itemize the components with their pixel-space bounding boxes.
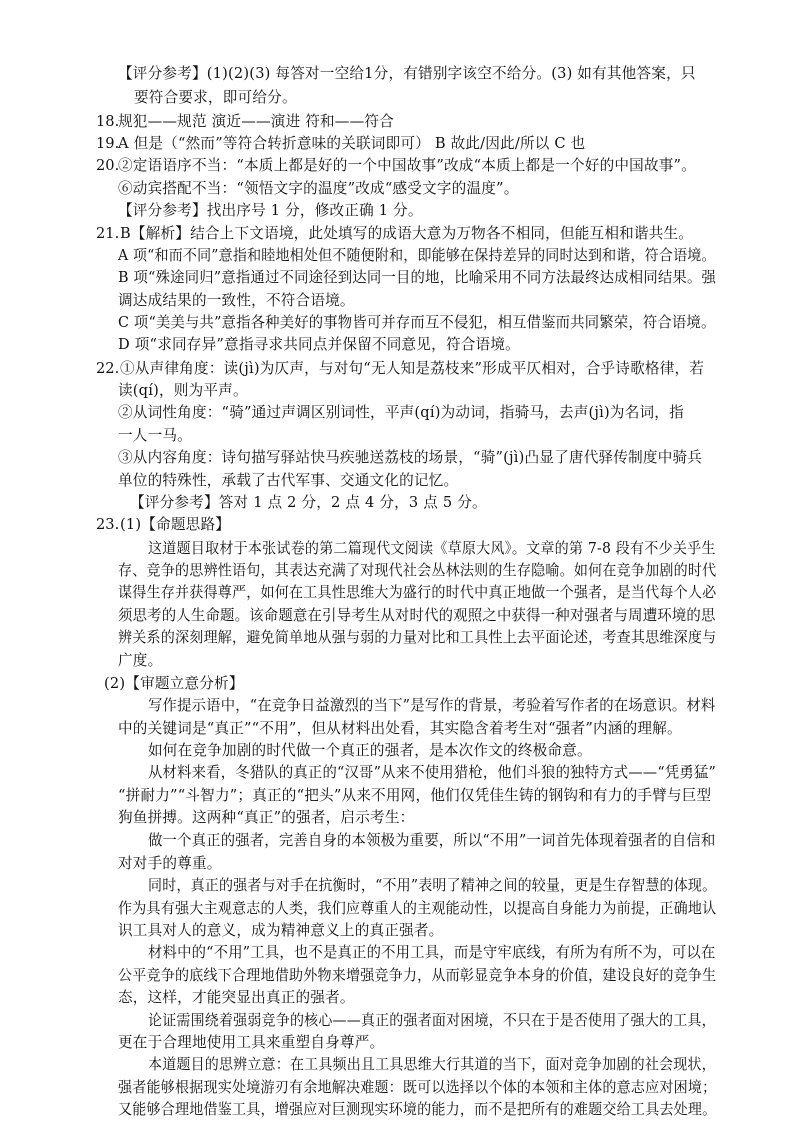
text-line: 本道题目的思辨立意：在工具频出且工具思维大行其道的当下，面对竞争加剧的社会现状，	[148, 1056, 716, 1074]
question-number: 18.	[96, 112, 120, 130]
text-line: 中的关键词是“真正”“不用”，但从材料出处看，其实隐含着考生对“强者”内涵的理解。	[118, 719, 682, 737]
text-line: 一人一马。	[118, 426, 192, 444]
text-line: 做一个真正的强者，完善自身的本领极为重要，所以“不用”一词首先体现着强者的自信和	[148, 832, 716, 850]
text-line: A 但是（“然而”等符合转折意味的关联词即可） B 故此/因此/所以 C 也	[118, 134, 586, 152]
question-number: 22.	[96, 359, 120, 377]
text-line: 辨关系的深刻理解，避免简单地从强与弱的力量对比和工具性上去平面论述，考查其思维深度与	[118, 629, 717, 647]
text-line: A 项“和而不同”意指和睦地相处但不随便附和，即能够在保持差异的同时达到和谐，符合语境。	[118, 246, 716, 264]
text-line: 又能够合理地借鉴工具，增强应对巨测现实环境的能力，而不是把所有的难题交给工具去处理。	[118, 1101, 717, 1118]
text-line: 调达成结果的一致性，不符合语境。	[118, 291, 355, 309]
text-line: 如何在竞争加剧的时代做一个真正的强者，是本次作文的终极命意。	[148, 742, 592, 759]
text-line: 强者能够根据现实处境游刃有余地解决难题：既可以选择以个体的本领和主体的意志应对困境；	[118, 1078, 717, 1096]
text-line: ⑥动宾搭配不当：“领悟文字的温度”改成“感受文字的温度”。	[118, 179, 519, 197]
text-line: B【解析】结合上下文语境，此处填写的成语大意为万物各不相同，但能互相和谐共生。	[120, 224, 694, 242]
text-line: 【评分参考】(1)(2)(3) 每答对一空给1分，有错别字该空不给分。(3) 如有其他答案，只	[118, 65, 696, 82]
text-line: ③从内容角度：诗句描写驿站快马疾驰送荔枝的场景，“骑”(jì)凸显了唐代驿传制度中骑兵	[118, 449, 703, 467]
text-line: 从材料来看，冬猎队的真正的“汉哥”从来不使用猎枪，他们斗狼的独特方式——“凭勇猛”	[148, 764, 717, 782]
text-line: 单位的特殊性，承载了古代军事、交通文化的记忆。	[118, 471, 459, 489]
text-line: 广度。	[118, 651, 163, 669]
text-line: 态，这样，才能突显出真正的强者。	[118, 989, 355, 1007]
text-line: 公平竞争的底线下合理地借助外物来增强竞争力，从而彰显竞争本身的价值，建设良好的竞争生	[118, 966, 717, 984]
text-line: 【评分参考】找出序号 1 分，修改正确 1 分。	[118, 202, 423, 220]
text-line: ②从词性角度：“骑”通过声调区别词性，平声(qí)为动词，指骑马，去声(jì)为名词，指	[118, 404, 684, 422]
text-line: 材料中的“不用”工具，也不是真正的不用工具，而是守牢底线，有所为有所不为，可以在	[148, 944, 716, 962]
text-line: B 项“殊途同归”意指通过不同途径到达同一目的地，比喻采用不同方法最终达成相同结果。强	[118, 269, 717, 287]
question-number: 19.	[96, 134, 120, 152]
text-line: 存、竞争的思辨性语句，其表达充满了对现代社会丛林法则的生存隐喻。如何在竞争加剧的时代	[118, 562, 717, 579]
text-line: 谋得生存并获得尊严，如何在工具性思维大为盛行的时代中真正地做一个强者，是当代每个人必	[118, 584, 717, 602]
text-line: 更在于合理地使用工具来重塑自身尊严。	[118, 1033, 385, 1051]
text-line: 作为具有强大主观意志的人类，我们应尊重人的主观能动性，以提高自身能力为前提，正确地认	[118, 899, 717, 917]
question-number: 20.	[96, 157, 120, 175]
section-heading: (2)【审题立意分析】	[104, 674, 244, 692]
text-line: ②定语语序不当：“本质上都是好的一个中国故事”改成“本质上都是一个好的中国故事”。	[118, 157, 697, 175]
text-line: 要符合要求，即可给分。	[134, 89, 297, 107]
text-line: 读(qí)，则为平声。	[118, 382, 248, 399]
text-line: 须思考的人生命题。该命题意在引导考生从对时代的观照之中获得一种对强者与周遭环境的思	[118, 606, 716, 624]
text-line: 这道题目取材于本张试卷的第二篇现代文阅读《草原大风》。文章的第 7-8 段有不少关乎生	[148, 539, 716, 557]
text-line: 同时，真正的强者与对手在抗衡时，“不用”表明了精神之间的较量，更是生存智慧的体现。	[148, 877, 717, 895]
text-line: 写作提示语中，“在竞争日益激烈的当下”是写作的背景，考验着写作者的在场意识。材料	[148, 697, 716, 715]
text-line: 对对手的尊重。	[118, 854, 222, 872]
text-line: 规犯——规范 演近——演进 符和——符合	[118, 112, 394, 130]
text-line: D 项“求同存异”意指寻求共同点并保留不同意见，符合语境。	[118, 336, 520, 354]
section-heading: (1)【命题思路】	[120, 516, 231, 534]
question-number: 21.	[96, 224, 120, 242]
text-line: “拼耐力”“斗智力”；真正的“把头”从来不用网，他们仅凭佳生铸的钢钩和有力的手臂与巨型	[118, 786, 712, 804]
question-number: 23.	[96, 516, 120, 534]
text-line: 狗鱼拼搏。这两种“真正”的强者，启示考生：	[118, 809, 415, 827]
text-line: 识工具对人的意义，成为精神意义上的真正强者。	[118, 922, 444, 939]
text-line: 论证需围绕着强弱竞争的核心——真正的强者面对困境，不只在于是否使用了强大的工具，	[148, 1011, 716, 1029]
text-line: 【评分参考】答对 1 点 2 分，2 点 4 分，3 点 5 分。	[130, 493, 487, 511]
text-line: C 项“美美与共”意指各种美好的事物皆可并存而互不侵犯，相互借鉴而共同繁荣，符合语境。	[118, 314, 716, 331]
text-line: ①从声律角度：读(jì)为仄声，与对句“无人知是荔枝来”形成平仄相对，合乎诗歌格律，若	[120, 359, 705, 377]
